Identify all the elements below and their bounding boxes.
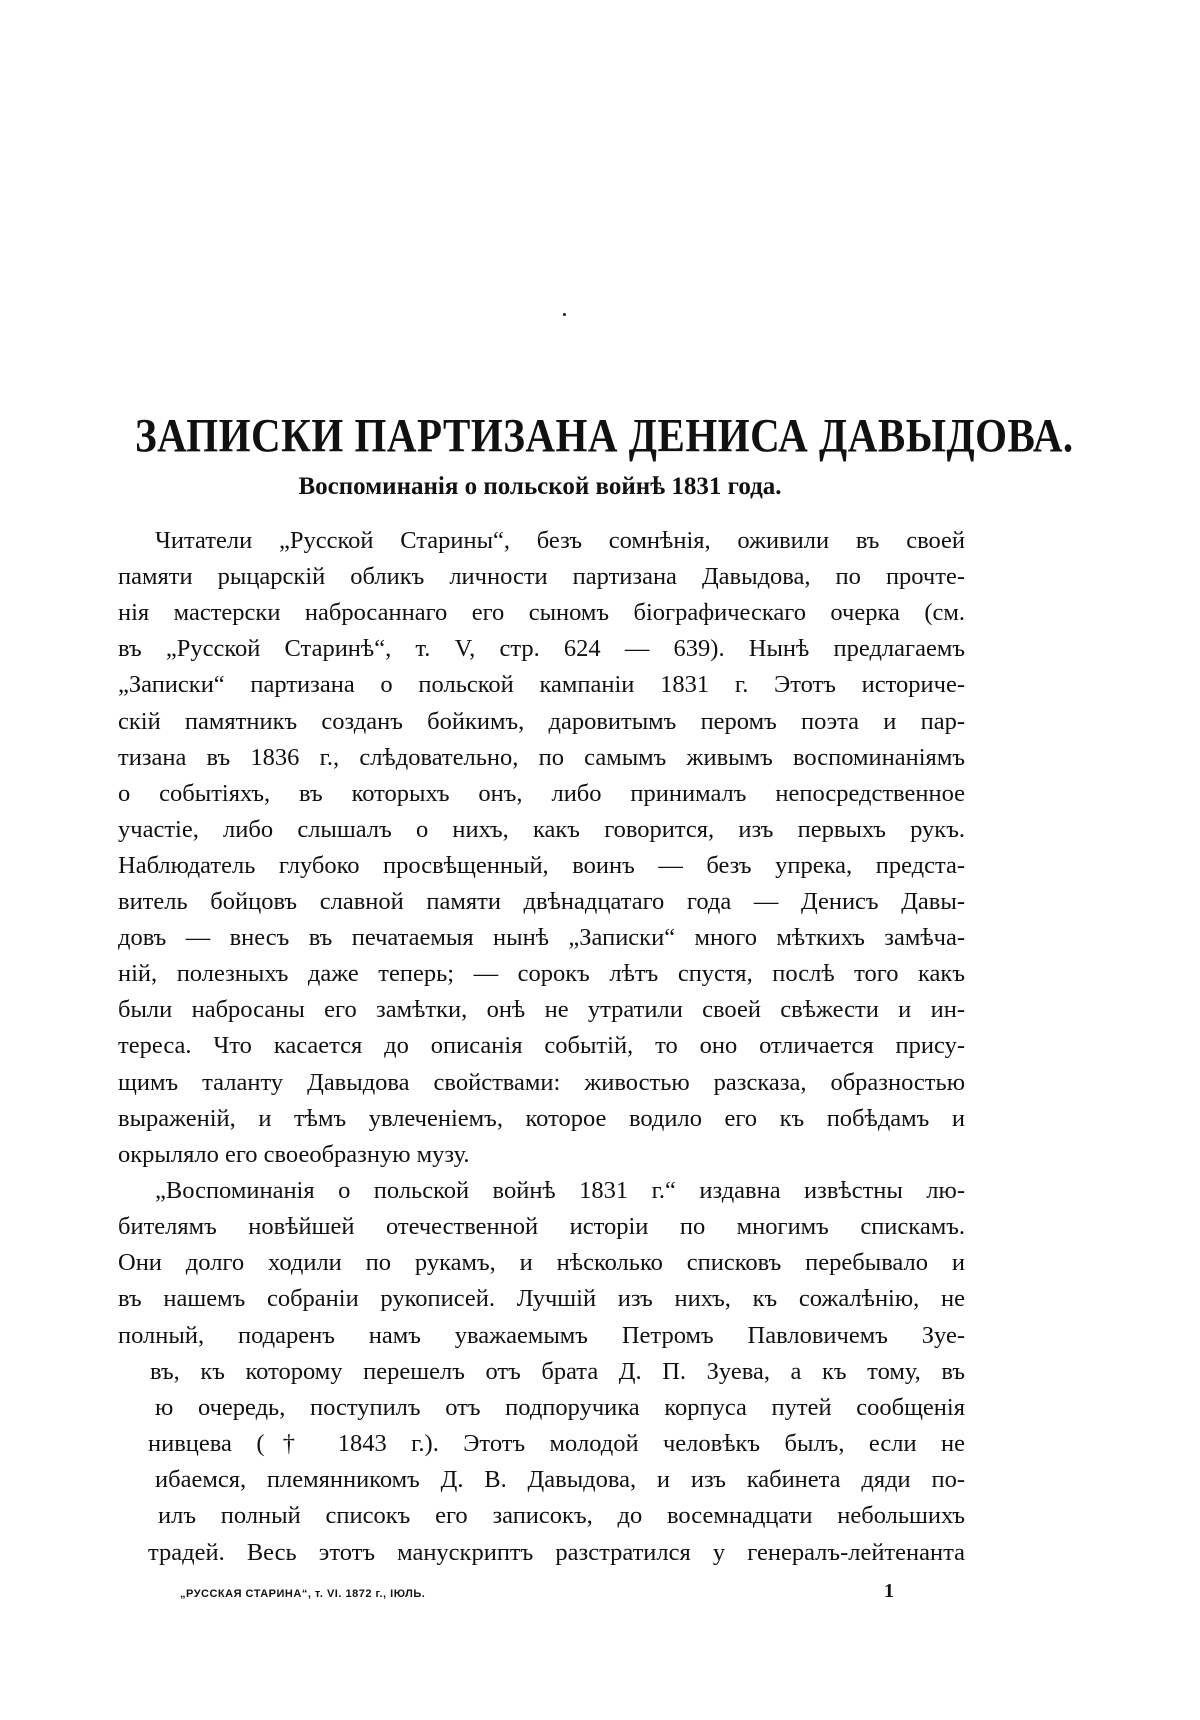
- text-line: въ, къ которому перешелъ отъ брата Д. П. Зуева, а къ тому, въ: [150, 1358, 965, 1385]
- text-line: Читатели „Русской Старины“, безъ сомнѣнія, оживили въ своей: [155, 527, 965, 554]
- text-line: о событіяхъ, въ которыхъ онъ, либо принималъ непосредственное: [118, 780, 965, 807]
- text-line: ибаемся, племянникомъ Д. В. Давыдова, и изъ кабинета дяди по-: [155, 1466, 965, 1493]
- text-line: тереса. Что касается до описанія событій, то оно отличается прису-: [118, 1032, 965, 1059]
- text-line: выраженій, и тѣмъ увлеченіемъ, которое водило его къ побѣдамъ и: [118, 1105, 965, 1132]
- text-line: нивцева († 1843 г.). Этотъ молодой человѣкъ былъ, если не: [148, 1430, 965, 1457]
- scan-speck: [563, 313, 566, 316]
- text-line: ю очередь, поступилъ отъ подпоручика корпуса путей сообщенія: [155, 1394, 965, 1421]
- text-line: были набросаны его замѣтки, онѣ не утратили своей свѣжести и ин-: [118, 996, 965, 1023]
- text-line: „Записки“ партизана о польской кампаніи 1831 г. Этотъ историче-: [118, 671, 965, 698]
- page-number: 1: [884, 1580, 894, 1602]
- footer-source: „РУССКАЯ СТАРИНА“, т. VI. 1872 г., ІЮЛЬ.: [180, 1588, 426, 1600]
- text-line: илъ полный списокъ его записокъ, до восемнадцати небольшихъ: [158, 1502, 965, 1529]
- text-line: довъ — внесъ въ печатаемыя нынѣ „Записки“ много мѣткихъ замѣча-: [118, 924, 965, 951]
- text-line: щимъ таланту Давыдова свойствами: живостью разсказа, образностью: [118, 1069, 965, 1096]
- text-line: витель бойцовъ славной памяти двѣнадцатаго года — Денисъ Давы-: [118, 888, 965, 915]
- text-line: бителямъ новѣйшей отечественной исторіи по многимъ спискамъ.: [118, 1213, 965, 1240]
- text-line: въ нашемъ собраніи рукописей. Лучшій изъ нихъ, къ сожалѣнію, не: [118, 1285, 965, 1312]
- text-line: традей. Весь этотъ манускриптъ разстратился у генералъ-лейтенанта: [148, 1539, 965, 1566]
- text-line: нія мастерски набросаннаго его сыномъ біографическаго очерка (см.: [118, 599, 965, 626]
- text-line: „Воспоминанія о польской войнѣ 1831 г.“ издавна извѣстны лю-: [155, 1177, 965, 1204]
- text-line: Они долго ходили по рукамъ, и нѣсколько списковъ перебывало и: [118, 1249, 965, 1276]
- text-line: памяти рыцарскій обликъ личности партизана Давыдова, по прочте-: [118, 563, 965, 590]
- text-line: въ „Русской Старинѣ“, т. V, стр. 624 — 639). Нынѣ предлагаемъ: [118, 635, 965, 662]
- text-line: Наблюдатель глубоко просвѣщенный, воинъ — безъ упрека, предста-: [118, 852, 965, 879]
- page-subtitle: Воспоминанія о польской войнѣ 1831 года.: [298, 473, 782, 500]
- text-line: скій памятникъ созданъ бойкимъ, даровитымъ перомъ поэта и пар-: [118, 708, 965, 735]
- page-title: ЗАПИСКИ ПАРТИЗАНА ДЕНИСА ДАВЫДОВА.: [135, 409, 1074, 463]
- text-line: окрыляло его своеобразную музу.: [118, 1141, 470, 1168]
- text-line: тизана въ 1836 г., слѣдовательно, по самымъ живымъ воспоминаніямъ: [118, 744, 965, 771]
- text-line: ній, полезныхъ даже теперь; — сорокъ лѣтъ спустя, послѣ того какъ: [118, 960, 965, 987]
- text-line: полный, подаренъ намъ уважаемымъ Петромъ Павловичемъ Зуе-: [118, 1322, 965, 1349]
- text-line: участіе, либо слышалъ о нихъ, какъ говорится, изъ первыхъ рукъ.: [118, 816, 965, 843]
